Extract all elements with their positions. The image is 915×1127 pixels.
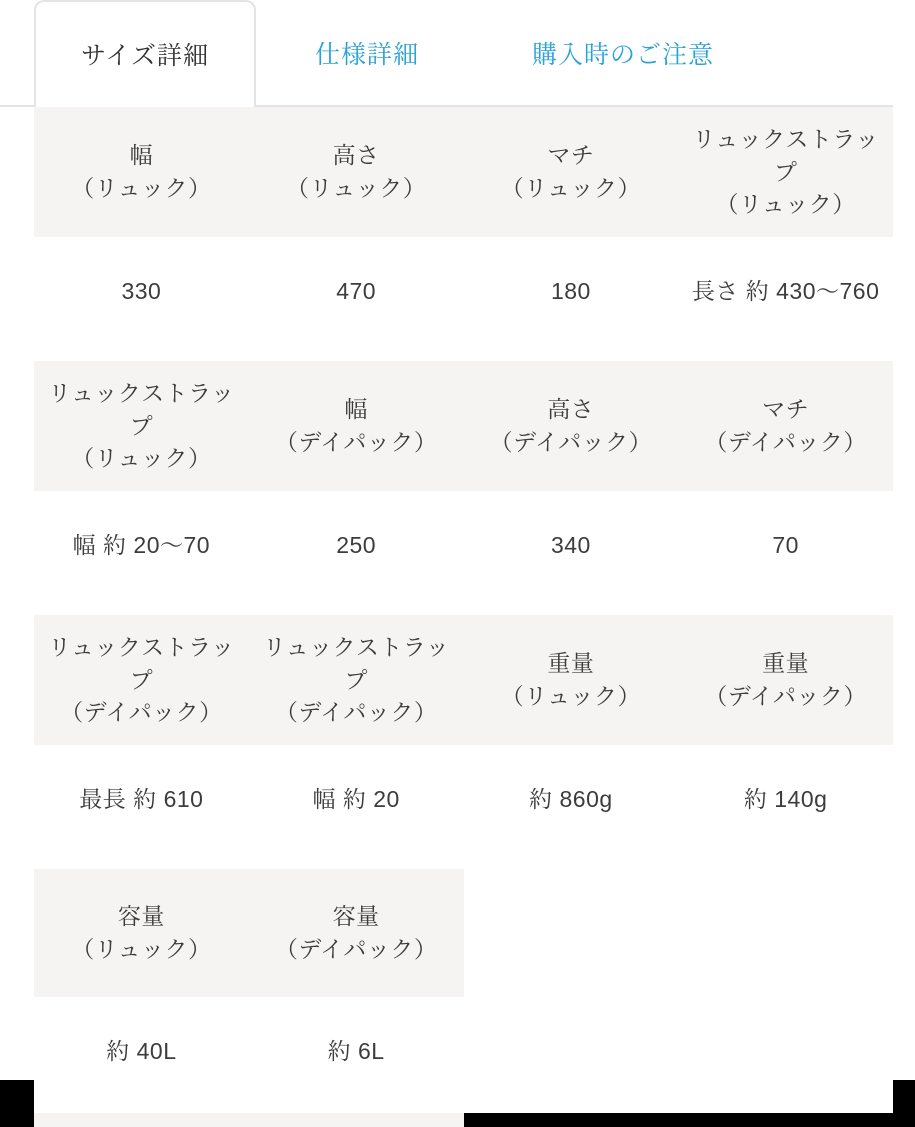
table-cell: 470 [249,237,464,345]
table-cell: 330 [34,237,249,345]
table-header-cell: マチ （リュック） [464,107,679,237]
table-header-cell: リュックストラップ （デイパック） [249,615,464,745]
tab-purchase-notes-label: 購入時のご注意 [531,40,714,69]
table-row-divider [34,599,893,615]
table-header-cell: 幅 （リュック） [34,107,249,237]
table-row-divider [34,345,893,361]
tab-size-details-label: サイズ詳細 [80,41,209,70]
table-bottom-strip [34,1113,464,1127]
table-cell: 250 [249,491,464,599]
spec-table [0,107,915,1113]
tab-bar [0,0,915,107]
table-header-cell: マチ （デイパック） [678,361,893,491]
table-row [34,491,893,599]
table-bottom-spacer [34,1105,893,1113]
table-cell: 約 140g [678,745,893,853]
table-cell: 180 [464,237,679,345]
table-header-cell: 高さ （デイパック） [464,361,679,491]
table-header-cell-empty [464,869,679,997]
table-header-cell: 重量 （デイパック） [678,615,893,745]
table-header-cell-empty [678,869,893,997]
table-row [34,997,893,1105]
table-header-row [34,869,893,997]
table-header-row [34,107,893,237]
table-row-divider [34,853,893,869]
table-header-cell: リュックストラップ （リュック） [34,361,249,491]
table-cell: 幅 約 20 [249,745,464,853]
table-cell-empty [464,997,679,1105]
tab-size-details[interactable] [34,0,256,105]
table-header-cell: 容量 （デイパック） [249,869,464,997]
table-row [34,745,893,853]
table-cell: 約 6L [249,997,464,1105]
table-header-cell: リュックストラップ （デイパック） [34,615,249,745]
table-header-row [34,615,893,745]
table-row [34,237,893,345]
table-cell: 約 860g [464,745,679,853]
table-cell: 約 40L [34,997,249,1105]
table-header-cell: 幅 （デイパック） [249,361,464,491]
table-cell: 長さ 約 430〜760 [678,237,893,345]
table-cell: 最長 約 610 [34,745,249,853]
table-header-row [34,361,893,491]
table-cell-empty [678,997,893,1105]
tab-spec-details-label: 仕様詳細 [314,40,419,69]
tab-purchase-notes[interactable] [478,0,768,105]
table-header-cell: 重量 （リュック） [464,615,679,745]
table-header-cell: リュックストラップ （リュック） [678,107,893,237]
tab-spec-details[interactable] [256,0,478,105]
table-cell: 340 [464,491,679,599]
table-header-cell: 容量 （リュック） [34,869,249,997]
table-header-cell: 高さ （リュック） [249,107,464,237]
table-cell: 70 [678,491,893,599]
table-cell: 幅 約 20〜70 [34,491,249,599]
